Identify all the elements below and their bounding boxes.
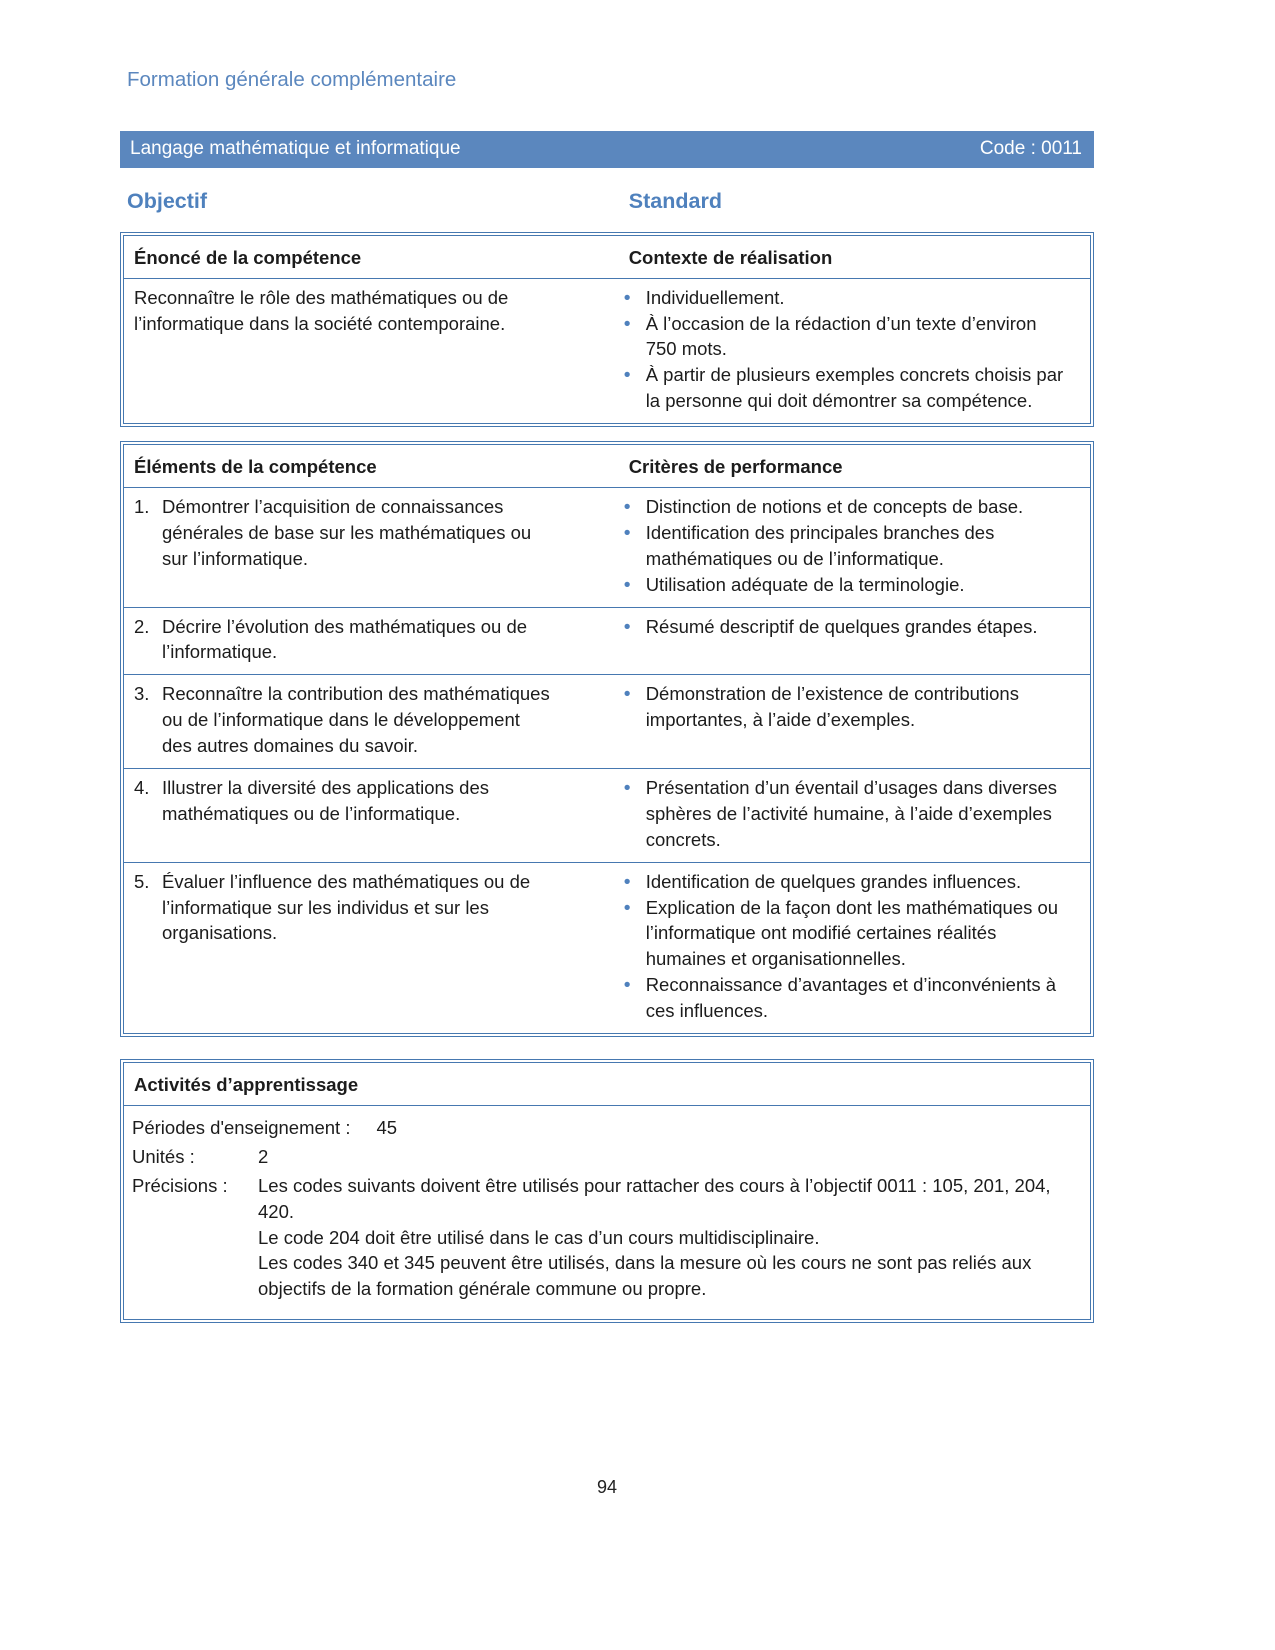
course-banner [120,131,1094,168]
criteria-list [621,681,1064,733]
table-header-row [124,445,1090,487]
banner-code: Code : 0011 [979,137,1082,159]
contexte-bullet-list [621,285,1064,414]
element-item [134,681,554,759]
contexte-header: Contexte de réalisation [628,246,833,268]
elements-header: Éléments de la compétence [134,456,377,478]
contexte-bullet-item: • À partir de plusieurs exemples concrets choisis par la personne qui doit démontrer sa compétence. [621,362,1064,414]
elements-criteres-table [120,441,1094,1037]
contexte-bullet-item: • À l’occasion de la rédaction d’un texte d’environ 750 mots. [621,311,1064,363]
criteria-item: • Identification de quelques grandes influences. [621,869,1064,895]
criteria-item: • Distinction de notions et de concepts de base. [621,494,1064,520]
precisions-paragraph: Les codes 340 et 345 peuvent être utilisés, dans la mesure où les cours ne sont pas reliés aux objectifs de la formation générale commune ou propre. [258,1252,1032,1300]
activities-title: Activités d’apprentissage [124,1063,1090,1106]
criteria-item: • Présentation d’un éventail d’usages dans diverses sphères de l’activité humaine, à l’aide d’exemples concrets. [621,775,1064,853]
competence-statement: Reconnaître le rôle des mathématiques ou de l’informatique dans la société contemporaine. [134,286,509,334]
criteria-item: • Explication de la façon dont les mathématiques ou l’informatique ont modifié certaines réalités humaines et organisationnelles. [621,895,1064,973]
criteria-item: • Identification des principales branches des mathématiques ou de l’informatique. [621,520,1064,572]
element-row [124,768,1090,862]
element-text: Reconnaître la contribution des mathématiques ou de l’informatique dans le développement des autres domaines du savoir. [162,683,550,757]
element-row [124,487,1090,607]
element-text: Évaluer l’influence des mathématiques ou de l’informatique sur les individus et sur les organisations. [162,870,531,944]
contexte-bullet-item: • Individuellement. [621,285,1064,311]
element-row [124,862,1090,1033]
column-headings [120,186,1094,216]
table-header-row [124,236,1090,278]
enonce-header: Énoncé de la compétence [134,246,362,268]
precisions-label: Précisions : [132,1174,228,1196]
unites-label: Unités : [132,1145,195,1167]
table-body-row [124,278,1090,423]
precisions-text [258,1173,1076,1302]
criteria-list [621,775,1064,853]
criteria-list [621,869,1064,1024]
periodes-value: 45 [376,1116,398,1138]
criteria-list [621,614,1064,640]
element-number: 4. [134,777,150,799]
periodes-row [132,1115,1076,1141]
element-text: Illustrer la diversité des applications des mathématiques ou de l’informatique. [162,777,489,824]
element-item [134,869,554,947]
criteres-header: Critères de performance [628,456,843,478]
document-page [120,0,1094,1497]
periodes-label: Périodes d'enseignement : [132,1116,351,1138]
element-item [134,614,554,666]
element-item [134,494,554,572]
element-item [134,775,554,827]
document-section-title: Formation générale complémentaire [127,68,457,91]
unites-value: 2 [258,1145,269,1167]
enonce-contexte-table [120,232,1094,427]
criteria-item: • Utilisation adéquate de la terminologie. [621,572,1064,598]
column-heading-objectif: Objectif [127,188,208,213]
precisions-paragraph: Le code 204 doit être utilisé dans le cas d’un cours multidisciplinaire. [258,1226,820,1248]
element-row [124,607,1090,675]
element-number: 3. [134,683,150,705]
element-text: Démontrer l’acquisition de connaissances générales de base sur les mathématiques ou sur l’informatique. [162,496,532,569]
precisions-row [132,1173,1076,1302]
element-number: 5. [134,870,150,892]
column-heading-standard: Standard [628,188,722,213]
criteria-item: • Reconnaissance d’avantages et d’inconvénients à ces influences. [621,972,1064,1024]
criteria-list [621,494,1064,598]
page-number: 94 [596,1477,618,1497]
banner-title: Langage mathématique et informatique [130,137,461,159]
criteria-item: • Démonstration de l’existence de contributions importantes, à l’aide d’exemples. [621,681,1064,733]
unites-row [132,1144,1076,1170]
activities-box [120,1059,1094,1323]
element-row [124,674,1090,768]
element-number: 1. [134,496,150,518]
precisions-paragraph: Les codes suivants doivent être utilisés pour rattacher des cours à l’objectif 0011 : 105, 201, 204, 420. [258,1174,1051,1222]
criteria-item: • Résumé descriptif de quelques grandes étapes. [621,614,1064,640]
element-number: 2. [134,615,150,637]
element-text: Décrire l’évolution des mathématiques ou de l’informatique. [162,615,528,663]
